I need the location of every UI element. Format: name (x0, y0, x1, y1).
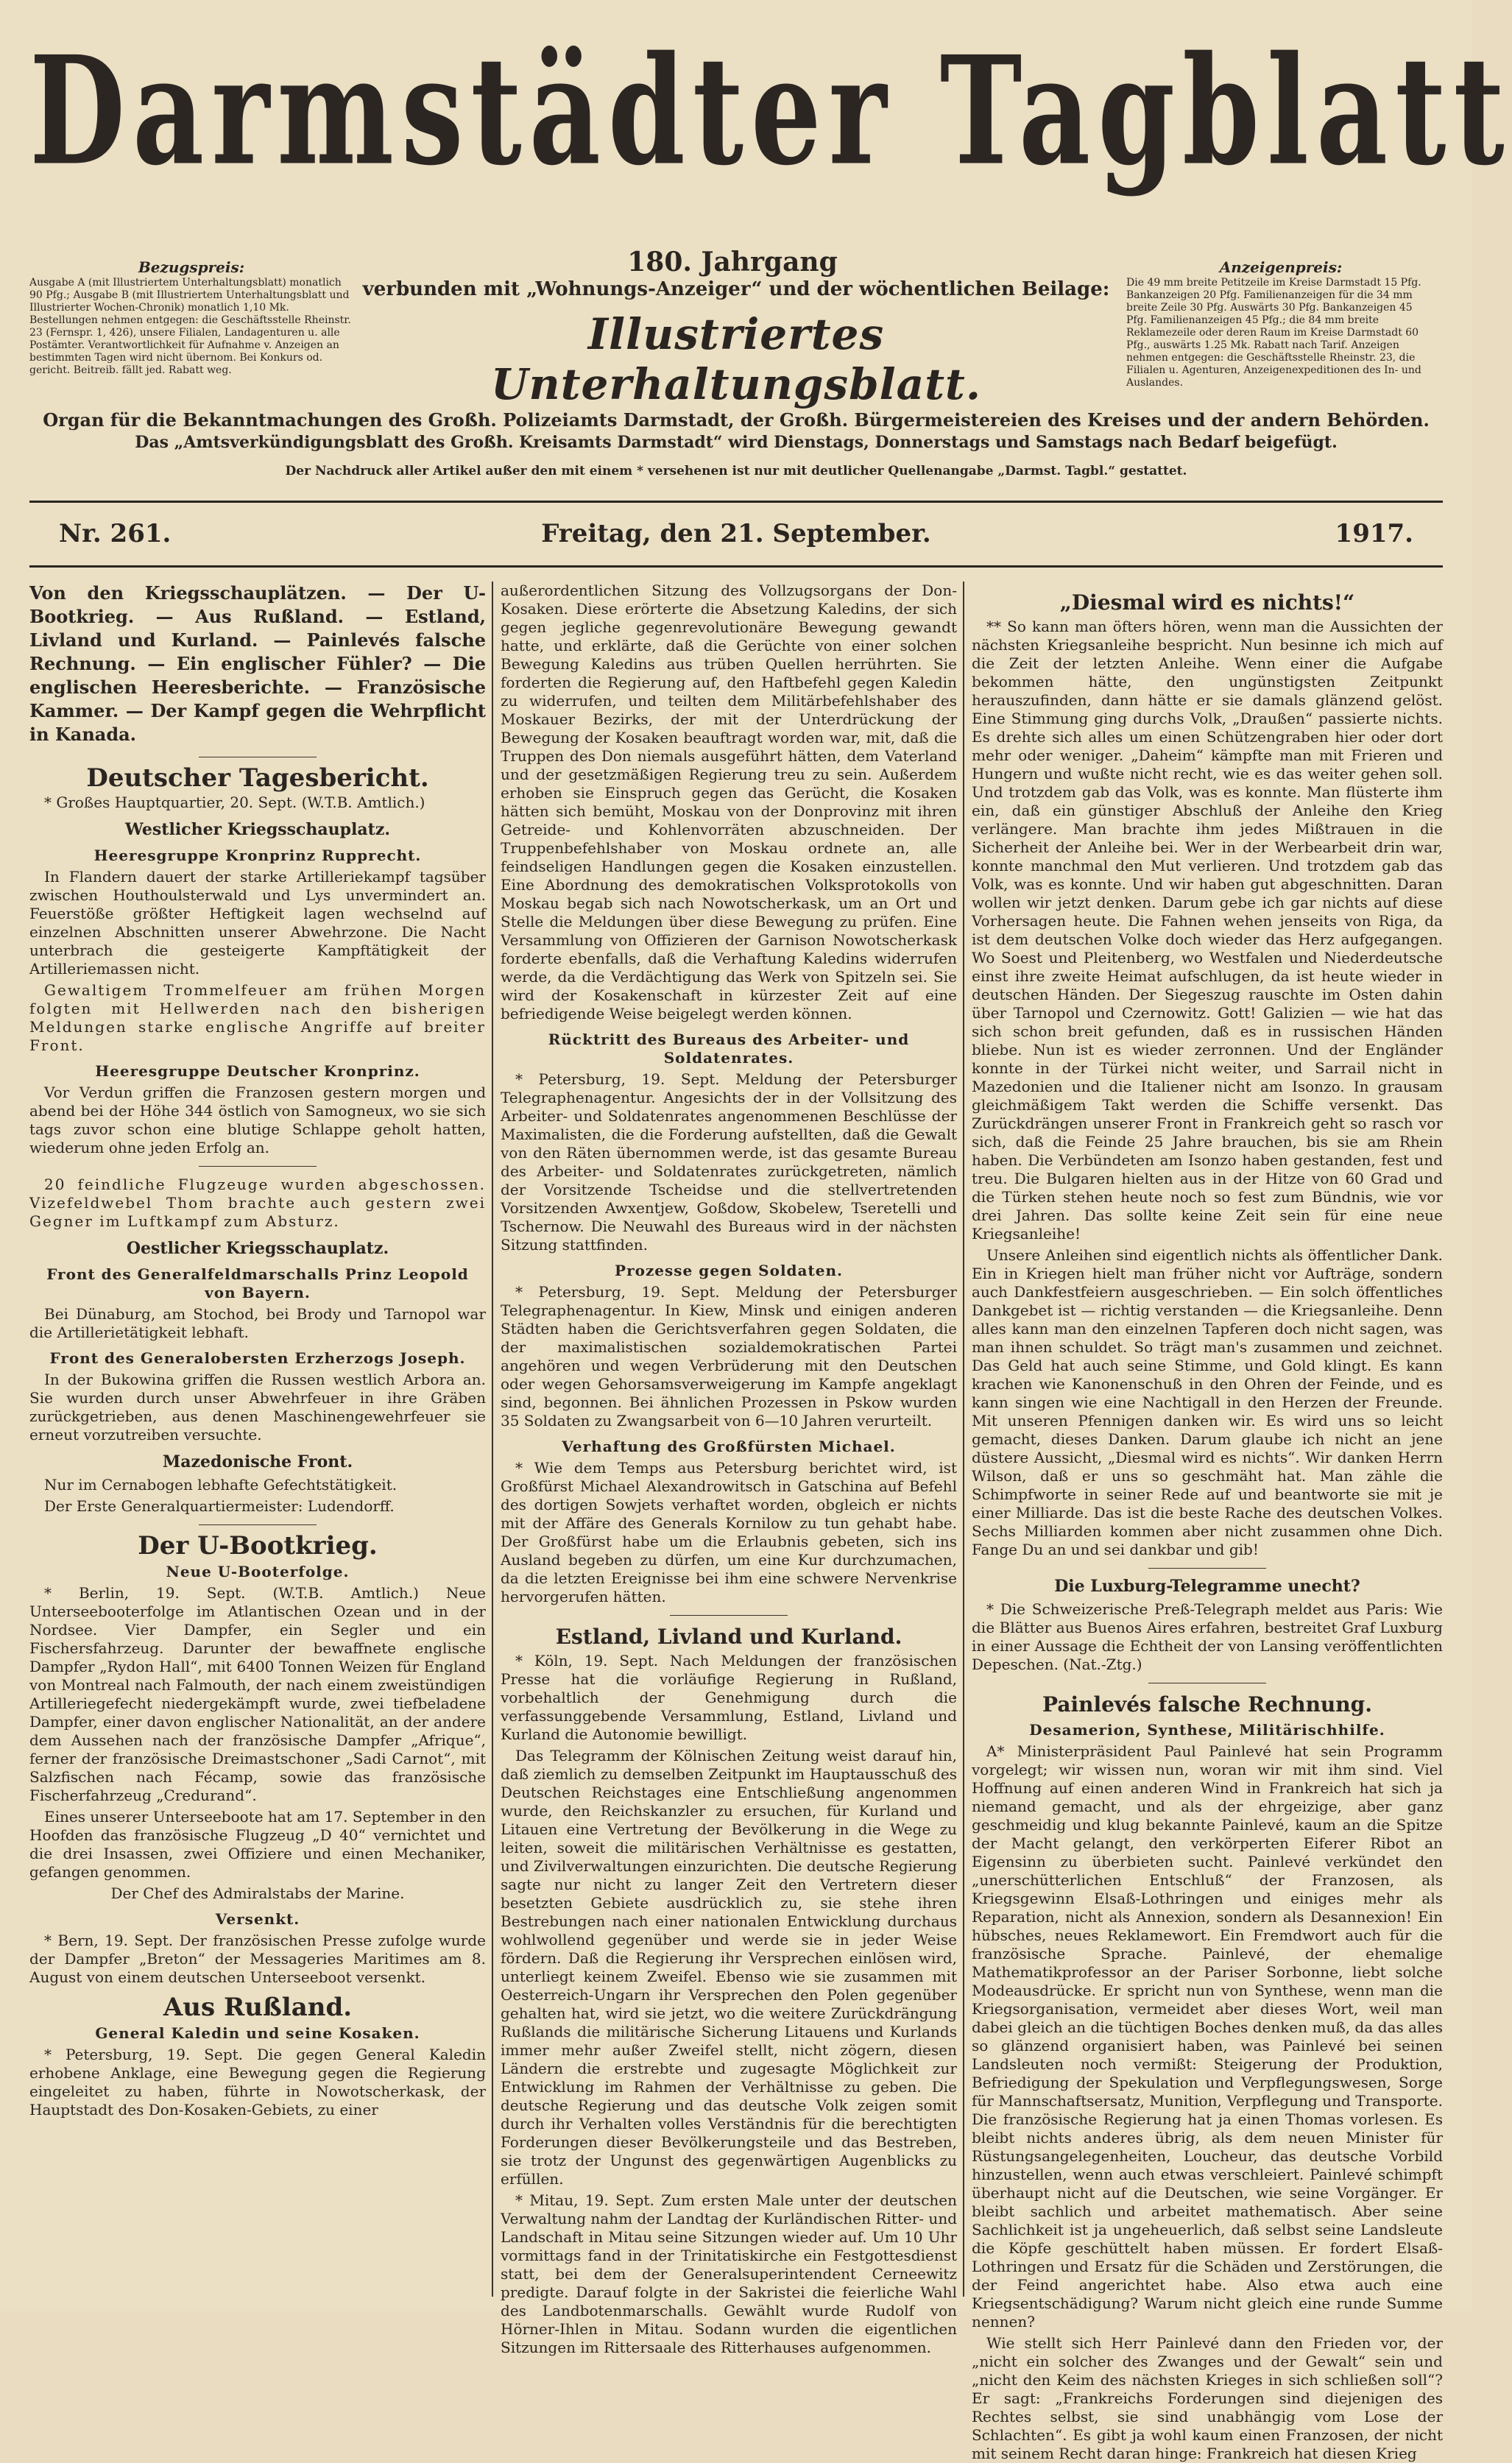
headline: Der U-Bootkrieg. (138, 1531, 378, 1561)
subheadline: Mazedonische Front. (162, 1452, 353, 1471)
column-3 (972, 582, 1443, 2462)
column-1 (29, 582, 486, 2297)
subheadline: Verhaftung des Großfürsten Michael. (562, 1438, 896, 1455)
paragraph: * Mitau, 19. Sept. Zum ersten Male unter der deutschen Verwaltung nahm der Landtag der Kurländischen Ritter- und Landschaft in Mitau seine Sitzungen wieder auf. Um 10 Uhr vormittags fand in der Trinitatiskirche ein Festgottesdienst statt, bei dem der Generalsuperintendent Cerneewitz predigte. Darauf folgte in der Sakristei die feierliche Wahl des Landbotenmarschalls. Gewählt wurde Rudolf von Hörner-Ihlen in Mitau. Sodann wurden die eigentlichen Sitzungen im Rittersaale des Ritterhauses aufgenommen. (501, 2191, 957, 2356)
subheadline: Neue U-Booterfolge. (166, 1563, 350, 1580)
subheadline: Rücktritt des Bureaus des Arbeiter- und Soldatenrates. (548, 1031, 910, 1067)
anzeigenpreis-text: Die 49 mm breite Petitzeile im Kreise Darmstadt 15 Pfg. Bankanzeigen 20 Pfg. Familienanzeigen für die 34 mm breite Zeile 30 Pfg. Auswärts 30 Pfg. Bankanzeigen 45 Pfg. Familienanzeigen 45 Pfg.; die 84 mm breite Reklamezeile oder deren Raum im Kreise Darmstadt 60 Pfg., auswärts 1.25 Mk. Rabatt nach Tarif. Anzeigen nehmen entgegen: die Geschäftsstelle Rheinstr. 23, die Filialen u. Agenturen, Anzeigenexpeditionen des In- und Auslandes. (1126, 277, 1421, 389)
bezugspreis-text: Ausgabe A (mit Illustriertem Unterhaltungsblatt) monatlich 90 Pfg.; Ausgabe B (mit Illustriertem Unterhaltungsblatt und Illustrierter Wochen-Chronik) monatlich 1,10 Mk. Bestellungen nehmen entgegen: die Geschäftsstelle Rheinstr. 23 (Fernspr. 1, 426), unsere Filialen, Landagenturen u. alle Postämter. Verantwortlichkeit für Aufnahme v. Anzeigen an bestimmten Tagen wird nicht übernom. Bei Konkurs od. gericht. Beitreib. fällt jed. Rabatt weg. (29, 277, 351, 376)
subheadline: Front des Generalobersten Erzherzogs Joseph. (49, 1349, 466, 1367)
nachdruck-notice: Der Nachdruck aller Artikel außer den mit einem * versehenen ist nur mit deutlicher Quellenangabe „Darmst. Tagbl.“ gestattet. (285, 464, 1187, 478)
issue-year: 1917. (1335, 519, 1413, 548)
subheadline: Versenkt. (215, 1910, 300, 1928)
paragraph: In Flandern dauert der starke Artilleriekampf tagsüber zwischen Houthoulsterwald und Lys unvermindert an. Feuerstöße größter Heftigkeit lagen wechselnd auf einzelnen Abschnitten unserer Abwehrzone. Die Nacht unterbrach die gesteigerte Kampftätigkeit der Artilleriemassen nicht. (29, 868, 486, 978)
newspaper-title: Darmstädter Tagblatt (29, 24, 1512, 199)
paragraph: * Petersburg, 19. Sept. Meldung der Petersburger Telegraphenagentur. In Kiew, Minsk und einigen anderen Städten haben die Gerichtsverfahren gegen Soldaten, die der maximalistischen sozialdemokratischen Partei angehören und wegen Verbrüderung mit den Deutschen oder wegen Gehorsamsverweigerung im Kampfe angeklagt sind, begonnen. Bei ähnlichen Prozessen in Pskow wurden 35 Soldaten zu Zwangsarbeit von 6—10 Jahren verurteilt. (501, 1283, 957, 1430)
top-rule (29, 501, 1443, 503)
headline: Painlevés falsche Rechnung. (1042, 1692, 1372, 1717)
subheadline: Oestlicher Kriegsschauplatz. (126, 1239, 389, 1258)
anzeigenpreis-box (1126, 258, 1435, 389)
paragraph: * Petersburg, 19. Sept. Die gegen General Kaledin erhobene Anklage, eine Bewegung gegen die Regierung eingeleitet zu haben, führte in Nowotscherkask, der Hauptstadt des Don-Kosaken-Gebiets, zu einer (29, 2046, 486, 2119)
paragraph: * Bern, 19. Sept. Der französischen Presse zufolge wurde der Dampfer „Breton“ der Messageries Maritimes am 8. August von einem deutschen Unterseeboot versenkt. (29, 1932, 486, 1986)
paragraph: Bei Dünaburg, am Stochod, bei Brody und Tarnopol war die Artillerietätigkeit lebhaft. (29, 1305, 486, 1341)
amtsblatt-line: Das „Amtsverkündigungsblatt des Großh. Kreisamts Darmstadt“ wird Dienstags, Donnerstags und Samstags nach Bedarf beigefügt. (135, 433, 1338, 452)
paragraph: Gewaltigem Trommelfeuer am frühen Morgen folgten mit Hellwerden nach den bisherigen Meldungen starke englische Angriffe auf breiter Front. (29, 981, 486, 1054)
paragraph: ** So kann man öfters hören, wenn man die Aussichten der nächsten Kriegsanleihe bespricht. Nun besinne ich mich auf die Zeit der letzten Anleihe. Wenn einer die Aufgabe bekommen hätte, den ungünstigsten Zeitpunkt herauszufinden, dann hätte er sie damals glänzend gelöst. Eine Stimmung ging durchs Volk, „Draußen“ passierte nichts. Es drehte sich alles um einen Schützengraben hier oder dort mehr oder weniger. „Daheim“ kämpfte man mit Frieren und Hungern und wußte nicht recht, wie es das weiter gehen soll. Und trotzdem gab das Volk, was es konnte. Man flüsterte ihm ein, daß ein günstiger Abschluß der Anleihe den Krieg verlängere. Man brachte ihm jedes Mißtrauen in die Sicherheit der Anleihe bei. Wer in der Werbearbeit drin war, konnte manchmal den Mut verlieren. Und trotzdem gab das Volk, was es konnte. Und wir haben gut abgeschnitten. Daran wollen wir jetzt denken. Darum gebe ich gar nichts auf diese Vorhersagen heute. Die Fahnen wehen jenseits von Riga, da ist dem deutschen Volke doch wieder das Herz aufgegangen. Wo Soest und Pleitenberg, wo Westfalen und Niederdeutsche einst ihre zweite Heimat aufschlugen, da ist heute wieder in deutschen Händen. Der Siegeszug rauschte im Osten dahin über Tarnopol und Czernowitz. Gott! Galizien — wie hat das sich schon breit gefunden, daß es in russischen Händen bliebe. Nun ist es wieder zerronnen. Und der Engländer konnte in der Türkei nicht weiter, und Sarrail nicht in Mazedonien und die Italiener nicht am Isonzo. In grausam gleichmäßigem Takt werden die Schiffe versenkt. Das Zurückdrängen unserer Front in Frankreich geht so rasch vor sich, daß die Feinde 25 Jahre brauchen, bis sie am Rhein haben. Die Verbündeten am Isonzo haben gestanden, fest und treu. Die Bulgaren hielten aus in der Hitze von 60 Grad und die Türken stehen heute noch so fest zum Bündnis, wie vor drei Jahren. Das sollte keine Zeit sein für eine neue Kriegsanleihe! (972, 618, 1443, 1243)
separator (199, 1166, 317, 1167)
bottom-rule (29, 565, 1443, 568)
paragraph: Vor Verdun griffen die Franzosen gestern morgen und abend bei der Höhe 344 östlich von Samogneux, wo sie sich tags zuvor schon eine blutige Schlappe geholt hatten, wiederum ohne jeden Erfolg an. (29, 1084, 486, 1156)
separator (199, 1524, 317, 1525)
issue-summary: Von den Kriegsschauplätzen. — Der U-Bootkrieg. — Aus Rußland. — Estland, Livland und Kurland. — Painlevés falsche Rechnung. — Ein englischer Fühler? — Die englischen Heeresberichte. — Französische Kammer. — Der Kampf gegen die Wehrpflicht in Kanada. (29, 582, 486, 745)
beilage-line: verbunden mit „Wohnungs-Anzeiger“ und der wöchentlichen Beilage: (362, 278, 1110, 300)
subheadline: Heeresgruppe Kronprinz Rupprecht. (93, 847, 422, 864)
paragraph: Der Erste Generalquartiermeister: Ludendorff. (44, 1497, 395, 1515)
headline: Deutscher Tagesbericht. (86, 763, 429, 793)
paragraph: * Die Schweizerische Preß-Telegraph meldet aus Paris: Wie die Blätter aus Buenos Aires erfahren, bestreitet Graf Luxburg in einer Aussage die Echtheit der von Lansing veröffentlichten Depeschen. (Nat.-Ztg.) (972, 1600, 1443, 1673)
paragraph: In der Bukowina griffen die Russen westlich Arbora an. Sie wurden durch unser Abwehrfeuer in ihre Gräben zurückgetrieben, aus denen Maschinengewehrfeuer sie erneut vorzutreiben versuchte. (29, 1371, 486, 1443)
paragraph: Unsere Anleihen sind eigentlich nichts als öffentlicher Dank. Ein in Kriegen hielt man früher nicht vor Aufträge, sondern auch Dankfestfeiern ausgeschrieben. — Ein solch öffentliches Dankgebet ist — richtig verstanden — die Kriegsanleihe. Denn alles kann man den einzelnen Tapferen doch nicht sagen, was man ihnen schuldet. So trägt man's zusammen und zeichnet. Das Geld hat auch seine Stimme, und Gold klingt. Es kann krachen wie Kanonenschuß in den Ohren der Feinde, und es kann singen wie eine Nachtigall in den Herzen der Freunde. Mit unseren Pfennigen danken wir. Es wird uns so leicht gemacht, dieses Danken. Darum glaube ich nicht an jene düstere Aussicht, „Diesmal wird es nichts“. Wir danken Herrn Wilson, daß er uns so geschmäht hat. Man zähle die Schimpfworte in seiner Rede auf und beantworte sie mit je einer Milliarde. Das ist die beste Rache des deutschen Volkes. Sechs Milliarden kommen aber nicht zusammen ohne Dich. Fange Du an und sei dankbar und gib! (972, 1246, 1443, 1558)
paragraph: * Berlin, 19. Sept. (W.T.B. Amtlich.) Neue Unterseebooterfolge im Atlantischen Ozean und in der Nordsee. Vier Dampfer, ein Segler und ein Fischersfahrzeug. Darunter der bewaffnete englische Dampfer „Rydon Hall“, mit 6400 Tonnen Weizen für England von Montreal nach Falmouth, der nach einem zweistündigen Artilleriegefecht niedergekämpft wurde, zwei tiefbeladene Dampfer, einer davon englischer Nationalität, an der andere dem Aussehen nach der französische Dampfer „Afrique“, ferner der französische Dreimastschoner „Sadi Carnot“, mit Salzfischen nach Fécamp, sowie das französische Fischerfahrzeug „Credurand“. (29, 1584, 486, 1804)
paragraph: Eines unserer Unterseeboote hat am 17. September in den Hoofden das französische Flugzeug „D 40“ vernichtet und die drei Insassen, zwei Offiziere und einen Mechaniker, gefangen genommen. (29, 1808, 486, 1881)
paragraph: Das Telegramm der Kölnischen Zeitung weist darauf hin, daß ziemlich zu demselben Zeitpunkt im Hauptausschuß des Deutschen Reichstages eine Entschließung angenommen wurde, den Reichskanzler zu ersuchen, für Kurland und Litauen eine Vertretung der Bevölkerung in die Wege zu leiten, soweit die militärischen Verhältnisse es gestatten, und Zivilverwaltungen einzurichten. Die deutsche Regierung sagte nur nicht zu langer Zeit den Vertretern dieser besetzten Gebiete ausdrücklich zu, sie stehe ihren Bestrebungen nach einer nationalen Entwicklung durchaus wohlwollend gegenüber und werde sie in jeder Weise fördern. Daß die Regierung ihr Versprechen einlösen wird, unterliegt keinem Zweifel. Ebenso wie sie zusammen mit Oesterreich-Ungarn ihr Versprechen den Polen gegenüber gehalten hat, wird sie jetzt, wo die weitere Zurückdrängung Rußlands die militärische Sicherung Litauens und Kurlands immer mehr außer Zweifel stellt, nicht zögern, diesen Ländern die erstrebte und zugesagte Möglichkeit zur Entwicklung im Rahmen der Verhältnisse zu geben. Die deutsche Regierung und das deutsche Volk zeigen somit durch ihr Verhalten volles Verständnis für die berechtigten Forderungen dieser Bevölkerungsteile und das Bestreben, sie trotz der Ungunst des gegenwärtigen Augenblicks zu erfüllen. (501, 1747, 957, 2188)
paragraph: Wie stellt sich Herr Painlevé dann den Frieden vor, der „nicht ein solcher des Zwanges und der Gewalt“ sein und „nicht den Keim des nächsten Krieges in sich schließen soll“? Er sagt: „Frankreichs Forderungen sind diejenigen des Rechtes selbst, sie sind unabhängig vom Lose der Schlachten“. Es gibt ja wohl kaum einen Franzosen, der nicht mit seinem Recht daran hinge: Frankreich hat diesen Krieg (972, 2334, 1443, 2462)
paragraph: * Wie dem Temps aus Petersburg berichtet wird, ist Großfürst Michael Alexandrowitsch in Gatschina auf Befehl des dortigen Sowjets verhaftet worden, obgleich er nichts mit der Affäre des Generals Kornilow zu tun gehabt habe. Der Großfürst habe um die Erlaubnis gebeten, sich ins Ausland begeben zu dürfen, um eine Kur durchzumachen, da die letzten Ereignisse bei ihm eine schwere Nervenkrise hervorgerufen hätten. (501, 1459, 957, 1605)
unterhaltungsblatt-title: Illustriertes Unterhaltungsblatt. (490, 309, 982, 409)
headline: Aus Rußland. (163, 1993, 353, 2022)
masthead (29, 24, 1512, 276)
paragraph: A* Ministerpräsident Paul Painlevé hat sein Programm vorgelegt; wir wissen nun, woran wir mit ihm sind. Viel Hoffnung auf einen anderen Wind in Frankreich hat sich ja niemand gemacht, und als der ehrgeizige, aber ganz geschmeidig und klug bekannte Painlevé, kaum an die Spitze der Macht gelangt, den verkörperten Eiferer Ribot an Eigensinn zu überbieten sucht. Painlevé verkündet den „unerschütterlichen Entschluß“ der Franzosen, als Kriegsgewinn Elsaß-Lothringen und einiges mehr als Reparation, nicht als Annexion, sondern als Desannexion! Ein hübsches, neues Reklamewort. Ein Fremdwort auch für die französische Sprache. Painlevé, der ehemalige Mathematikprofessor an der Pariser Sorbonne, liebt solche Modeausdrücke. Er spricht nun von Synthese, wenn man die Kriegsorganisation, vermeidet aber dieses Wort, weil man dabei gleich an die tüchtigen Boches denken muß, da das alles so glänzend organisiert haben, was Painlevé bei seinen Landsleuten noch vermißt: Steigerung der Produktion, Befriedigung der Spekulation und Verpflegungswesen, Sorge für Mannschaftsersatz, Munition, Verpflegung und Transporte. Die französische Regierung hat ja einen Thomas vorlesen. Es bleibt nichts anderes übrig, als dem neuen Minister für Rüstungsangelegenheiten, Loucheur, das deutsche Vorbild hinzustellen, wenn auch etwas verschleiert. Painlevé schimpft überhaupt nicht auf die Deutschen, wie seine Vorgänger. Er bleibt sachlich und arbeitet mathematisch. Aber seine Sachlichkeit ist ja ungeheuerlich, daß selbst seine Landsleute die Köpfe geschüttelt haben müssen. Er fordert Elsaß-Lothringen und Ersatz für die Schäden und Zerstörungen, die der Feind angerichtet habe. Also etwa auch eine Kriegsentschädigung? Warum nicht gleich eine runde Summe nennen? (972, 1742, 1443, 2331)
paragraph: * Großes Hauptquartier, 20. Sept. (W.T.B. Amtlich.) (44, 794, 425, 811)
subheadline: Die Luxburg-Telegramme unecht? (1054, 1577, 1360, 1596)
paragraph: Der Chef des Admiralstabs der Marine. (110, 1884, 405, 1902)
subheadline: Prozesse gegen Soldaten. (615, 1262, 843, 1279)
subheadline: General Kaledin und seine Kosaken. (95, 2024, 420, 2042)
headline: Estland, Livland und Kurland. (555, 1625, 902, 1649)
paragraph: Nur im Cernabogen lebhafte Gefechtstätigkeit. (44, 1476, 398, 1494)
subheadline: Westlicher Kriegsschauplatz. (125, 820, 390, 839)
dateline (29, 512, 1443, 556)
bezugspreis-box (29, 258, 353, 377)
column-2 (501, 582, 957, 2356)
paragraph: außerordentlichen Sitzung des Vollzugsorgans der Don-Kosaken. Diese erörterte die Absetzung Kaledins, der sich gegen jegliche gegenrevolutionäre Bewegung gewandt hatte, und erklärte, daß die Gerüchte von einer solchen Bewegung Kaledins aus trüben Quellen herrührten. Sie forderten die Regierung auf, den Haftbefehl gegen Kaledin zu widerrufen, und teilten dem Militärbefehlshaber des Moskauer Bezirks, der mit der Unterdrückung der Bewegung der Kosaken beauftragt worden war, mit, daß die Truppen des Don niemals ausgeführt hätten, dem Vaterland und der gesetzmäßigen Regierung treu zu sein. Außerdem erhoben sie Einspruch gegen das Gerücht, die Kosaken hätten sich bemüht, Moskau von der Donprovinz mit ihren Getreide- und Kohlenvorräten abzuschneiden. Der Truppenbefehlshaber von Moskau ordnete an, alle feindseligen Handlungen gegen die Kosaken einzustellen. Eine Abordnung des demokratischen Volksprotokolls von Moskau begab sich nach Nowotscherkask, um an Ort und Stelle die Meldungen über diese Bewegung zu prüfen. Eine Versammlung von Offizieren der Garnison Nowotscherkask forderte ebenfalls, daß die Verhaftung Kaledins widerrufen werde, da die Verdächtigung das Werk von Spitzeln sei. Sie wird der Kosakenschaft in kürzester Zeit auf eine befriedigende Weise beigelegt werden können. (501, 582, 957, 1022)
paragraph: * Petersburg, 19. Sept. Meldung der Petersburger Telegraphenagentur. Angesichts der in der Vollsitzung des Arbeiter- und Soldatenrates angenommenen Beschlüsse der Maximalisten, die die Forderung aufstellten, daß die Gewalt von den Räten übernommen werde, ist das gesamte Bureau des Arbeiter- und Soldatenrates zurückgetreten, nämlich der Vorsitzende Tscheidse und die stellvertretenden Vorsitzenden Awxentjew, Goßdow, Skobelew, Tseretelli und Tschernow. Die Neuwahl des Bureaus wird in der nächsten Sitzung stattfinden. (501, 1070, 957, 1254)
organ-line: Organ für die Bekanntmachungen des Großh. Polizeiamts Darmstadt, der Großh. Bürgermeistereien des Kreises und der andern Behörden. (43, 409, 1430, 431)
issue-number: Nr. 261. (59, 519, 172, 548)
bezugspreis-title: Bezugspreis: (138, 258, 245, 276)
paragraph: 20 feindliche Flugzeuge wurden abgeschossen. Vizefeldwebel Thom brachte auch gestern zwei Gegner im Luftkampf zum Absturz. (29, 1176, 486, 1230)
subheadline: Front des Generalfeldmarschalls Prinz Leopold von Bayern. (46, 1265, 469, 1301)
subheadline: Heeresgruppe Deutscher Kronprinz. (95, 1062, 420, 1080)
paragraph: * Köln, 19. Sept. Nach Meldungen der französischen Presse hat die vorläufige Regierung in Rußland, vorbehaltlich der Genehmigung durch die verfassunggebende Versammlung, Estland, Livland und Kurland die Autonomie bewilligt. (501, 1652, 957, 1743)
issue-date: Freitag, den 21. September. (541, 519, 931, 548)
anzeigenpreis-title: Anzeigenpreis: (1219, 258, 1343, 276)
separator (1148, 1568, 1266, 1569)
jahrgang: 180. Jahrgang (627, 247, 838, 278)
separator (670, 1615, 788, 1616)
subheadline: Desamerion, Synthese, Militärischhilfe. (1029, 1721, 1385, 1739)
column-divider (963, 582, 964, 2297)
headline: „Diesmal wird es nichts!“ (1059, 590, 1355, 615)
column-divider (492, 582, 493, 2297)
